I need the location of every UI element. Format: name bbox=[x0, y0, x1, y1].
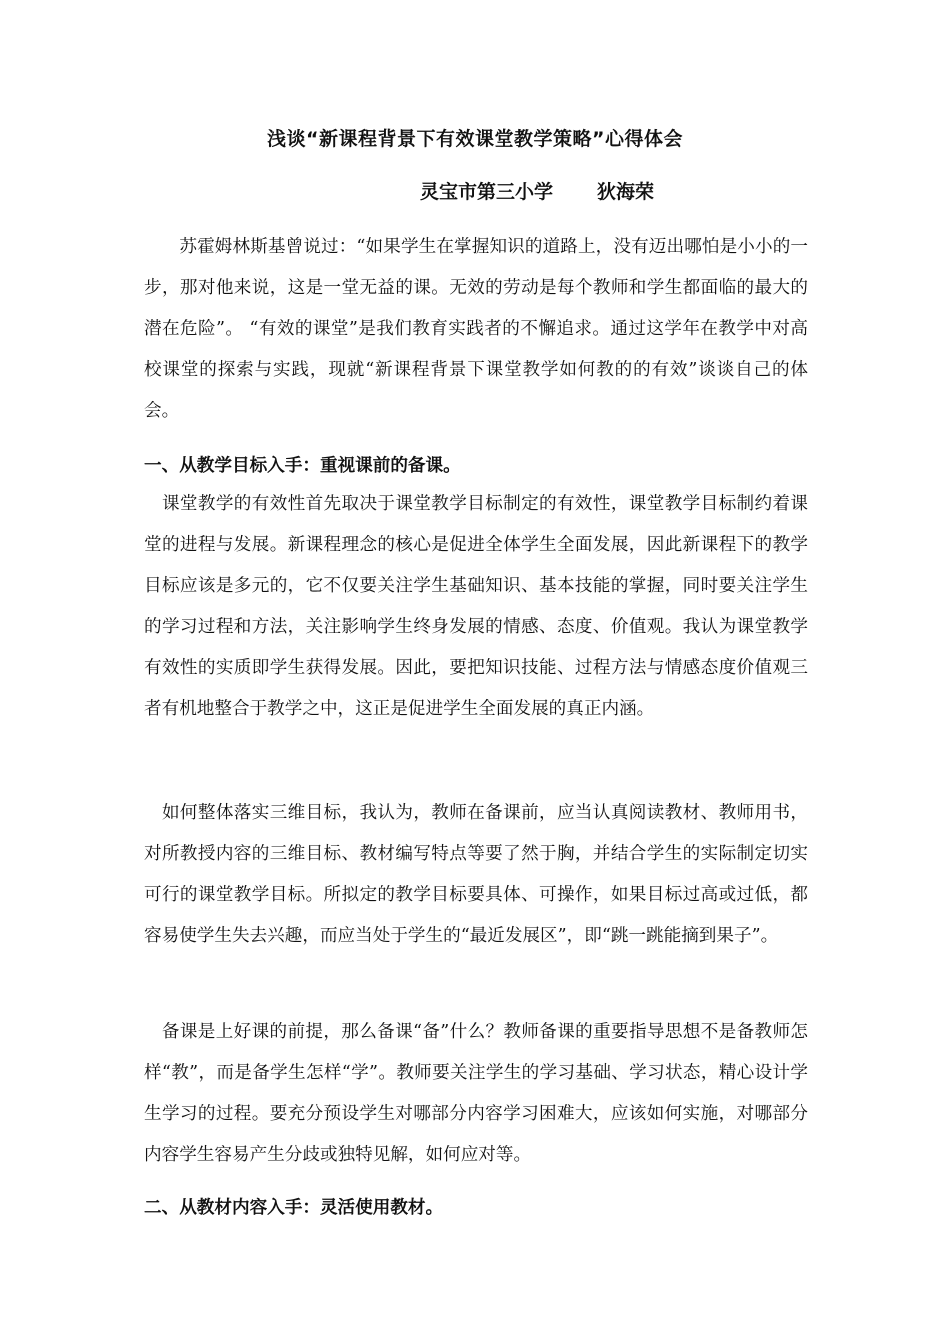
school-name: 灵宝市第三小学 bbox=[420, 181, 554, 203]
section1-paragraph-1: 课堂教学的有效性首先取决于课堂教学目标制定的有效性，课堂教学目标制约着课堂的进程与发展。新课程理念的核心是促进全体学生全面发展，因此新课程下的教学目标应该是多元的，它不仅要关注学生基础知识、基本技能的掌握，同时要关注学生的学习过程和方法，关注影响学生终身发展的情感、态度、价值观。我认为课堂教学有效性的实质即学生获得发展。因此，要把知识技能、过程方法与情感态度价值观三者有机地整合于教学之中，这正是促进学生全面发展的真正内涵。 bbox=[144, 494, 808, 719]
section-heading-1: 一、从教学目标入手：重视课前的备课。 bbox=[144, 456, 461, 476]
section1-paragraph-2: 如何整体落实三维目标，我认为，教师在备课前，应当认真阅读教材、教师用书，对所教授内容的三维目标、教材编写特点等要了然于胸，并结合学生的实际制定切实可行的课堂教学目标。所拟定的教学目标要具体、可操作，如果目标过高或过低，都容易使学生失去兴趣，而应当处于学生的“最近发展区”，即“跳一跳能摘到果子”。 bbox=[144, 803, 808, 946]
byline bbox=[420, 177, 654, 204]
intro-paragraph: 苏霍姆林斯基曾说过：“如果学生在掌握知识的道路上，没有迈出哪怕是小小的一步，那对他来说，这是一堂无益的课。无效的劳动是每个教师和学生都面临的最大的潜在危险”。 “有效的课堂”是我们教育实践者的不懈追求。通过这学年在教学中对高校课堂的探索与实践，现就“新课程背景下课堂教学如何教的的有效”谈谈自己的体会。 bbox=[144, 237, 808, 421]
author-name: 狄海荣 bbox=[597, 181, 655, 203]
section1-paragraph-3: 备课是上好课的前提，那么备课“备”什么？教师备课的重要指导思想不是备教师怎样“教”，而是备学生怎样“学”。教师要关注学生的学习基础、学习状态，精心设计学生学习的过程。要充分预设学生对哪部分内容学习困难大，应该如何实施，对哪部分内容学生容易产生分歧或独特见解，如何应对等。 bbox=[144, 1022, 808, 1165]
document-title: 浅谈“新课程背景下有效课堂教学策略”心得体会 bbox=[267, 128, 683, 150]
section-heading-2: 二、从教材内容入手：灵活使用教材。 bbox=[144, 1198, 444, 1218]
